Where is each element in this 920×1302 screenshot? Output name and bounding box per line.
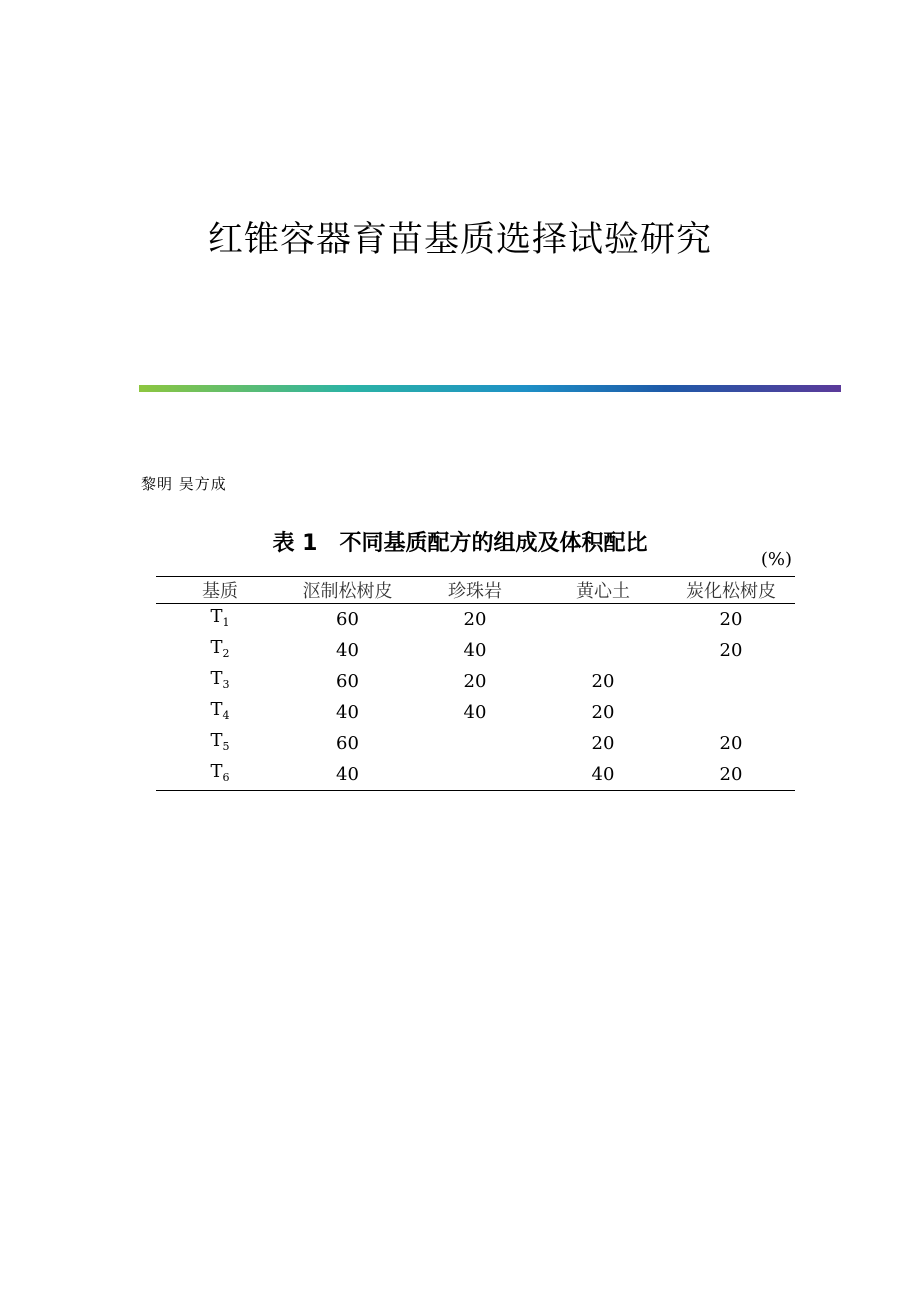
header-cell-composted-pine-bark: 沤制松树皮 <box>284 577 411 604</box>
row-label: $T_2$ <box>210 637 230 660</box>
composition-table <box>156 576 795 791</box>
row-label: $T_6$ <box>156 759 284 791</box>
table-cell: 40 <box>539 759 667 791</box>
gradient-divider <box>139 385 841 392</box>
table-cell: 20 <box>719 609 743 630</box>
table-row <box>156 759 795 791</box>
table-cell <box>411 759 539 791</box>
row-label: $T_5$ <box>210 730 230 753</box>
table-cell: 40 <box>336 702 359 723</box>
row-label: $T_4$ <box>210 699 230 722</box>
document-title: 红锥容器育苗基质选择试验研究 <box>207 220 712 260</box>
table-cell <box>667 666 795 697</box>
row-label: $T_1$ <box>210 606 230 629</box>
header-cell-carbonized-pine-bark: 炭化松树皮 <box>667 577 795 604</box>
table-cell: 60 <box>336 609 359 630</box>
table-cell: 20 <box>719 733 743 754</box>
table-cell <box>411 728 539 759</box>
table-cell <box>667 697 795 728</box>
table-row <box>156 604 795 636</box>
table-cell: 20 <box>463 671 487 692</box>
table-cell: 20 <box>591 702 615 723</box>
table-header-row <box>156 577 795 604</box>
table-cell <box>539 635 667 666</box>
table-unit-label: (%) <box>760 549 792 570</box>
table-cell: 40 <box>463 640 487 661</box>
table-cell: 40 <box>463 702 487 723</box>
header-cell-substrate: 基质 <box>156 577 284 604</box>
table-cell: 60 <box>336 671 359 692</box>
table-cell: 40 <box>336 640 359 661</box>
table-row <box>156 666 795 697</box>
header-cell-yellow-soil: 黄心土 <box>539 577 667 604</box>
table-cell: 20 <box>719 640 743 661</box>
table-cell: 40 <box>284 759 411 791</box>
header-cell-perlite: 珍珠岩 <box>411 577 539 604</box>
table-cell: 60 <box>336 733 359 754</box>
authors-line: 黎明 吴方成 <box>141 475 227 493</box>
row-label: $T_3$ <box>210 668 230 691</box>
table-cell: 20 <box>667 759 795 791</box>
table-row <box>156 697 795 728</box>
table-cell: 20 <box>591 733 615 754</box>
table-row <box>156 728 795 759</box>
table-caption: 表 1 不同基质配方的组成及体积配比 <box>272 531 648 556</box>
table-cell: 20 <box>591 671 615 692</box>
table-cell <box>539 604 667 636</box>
table-cell: 20 <box>463 609 487 630</box>
table-row <box>156 635 795 666</box>
